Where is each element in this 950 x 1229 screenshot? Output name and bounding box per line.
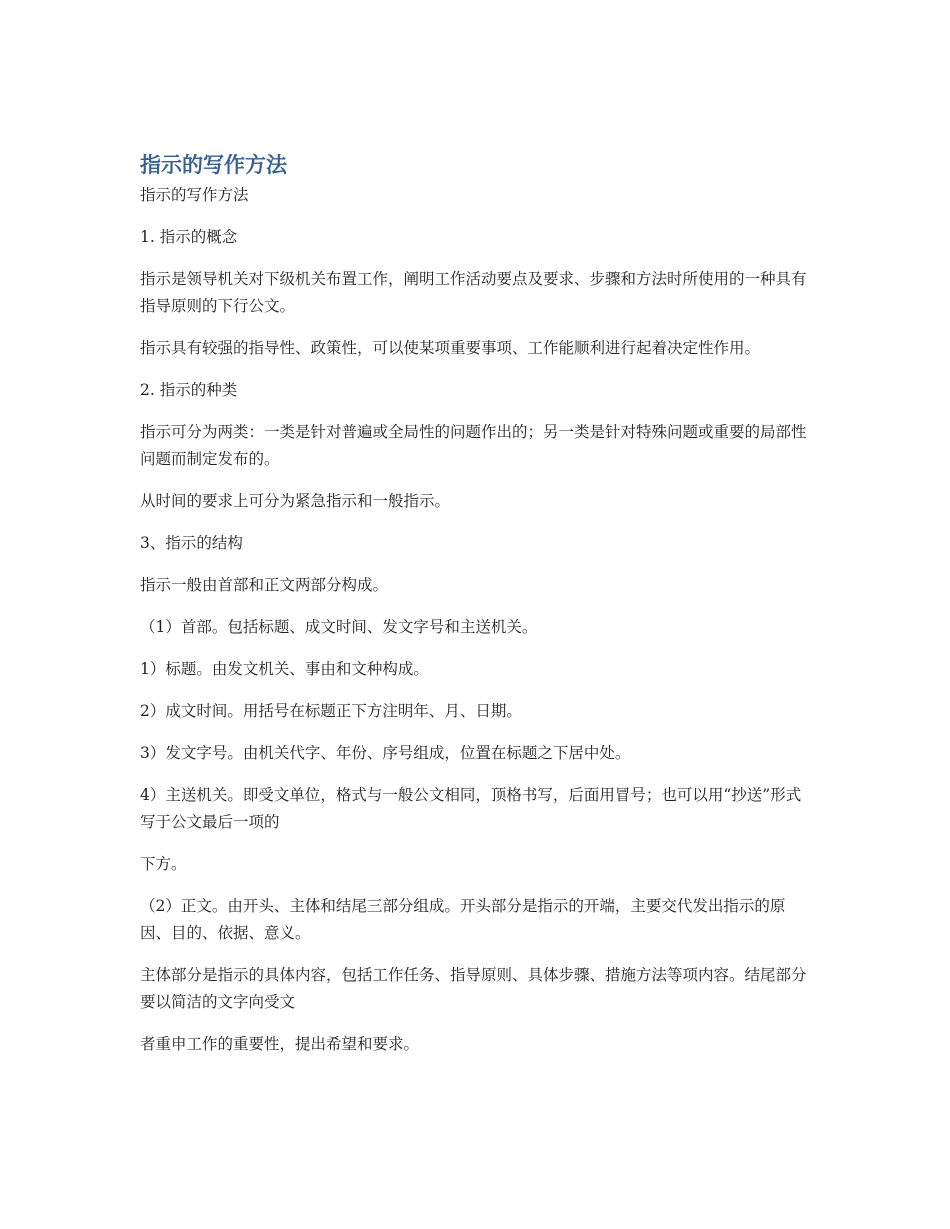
document-title: 指示的写作方法 bbox=[140, 153, 287, 177]
paragraph: 1）标题。由发文机关、事由和文种构成。 bbox=[140, 660, 429, 678]
paragraph: 下方。 bbox=[140, 855, 187, 873]
paragraph: 主体部分是指示的具体内容，包括工作任务、指导原则、具体步骤、措施方法等项内容。结尾部分要以简洁的文字向受文 bbox=[140, 966, 807, 1011]
paragraph: 指示一般由首部和正文两部分构成。 bbox=[140, 576, 389, 594]
paragraph: 指示可分为两类：一类是针对普遍或全局性的问题作出的；另一类是针对特殊问题或重要的局部性问题而制定发布的。 bbox=[140, 423, 807, 468]
paragraph-heading-concept: 1. 指示的概念 bbox=[140, 228, 238, 246]
paragraph: （1）首部。包括标题、成文时间、发文字号和主送机关。 bbox=[140, 618, 538, 636]
paragraph: 从时间的要求上可分为紧急指示和一般指示。 bbox=[140, 492, 451, 510]
paragraph: 4）主送机关。即受文单位，格式与一般公文相同，顶格书写，后面用冒号；也可以用“抄送”形式写于公文最后一项的 bbox=[140, 786, 802, 831]
paragraph: 指示是领导机关对下级机关布置工作，阐明工作活动要点及要求、步骤和方法时所使用的一种具有指导原则的下行公文。 bbox=[140, 270, 807, 315]
document-page bbox=[140, 148, 810, 1073]
paragraph: （2）正文。由开头、主体和结尾三部分组成。开头部分是指示的开端，主要交代发出指示的原因、目的、依据、意义。 bbox=[140, 897, 786, 942]
paragraph-heading-types: 2. 指示的种类 bbox=[140, 381, 238, 399]
paragraph: 2）成文时间。用括号在标题正下方注明年、月、日期。 bbox=[140, 702, 522, 720]
paragraph: 指示具有较强的指导性、政策性，可以使某项重要事项、工作能顺利进行起着决定性作用。 bbox=[140, 339, 761, 357]
paragraph-subtitle: 指示的写作方法 bbox=[140, 186, 249, 204]
paragraph: 3）发文字号。由机关代字、年份、序号组成，位置在标题之下居中处。 bbox=[140, 744, 631, 762]
paragraph-heading-structure: 3、指示的结构 bbox=[140, 534, 243, 552]
paragraph: 者重申工作的重要性，提出希望和要求。 bbox=[140, 1035, 420, 1053]
